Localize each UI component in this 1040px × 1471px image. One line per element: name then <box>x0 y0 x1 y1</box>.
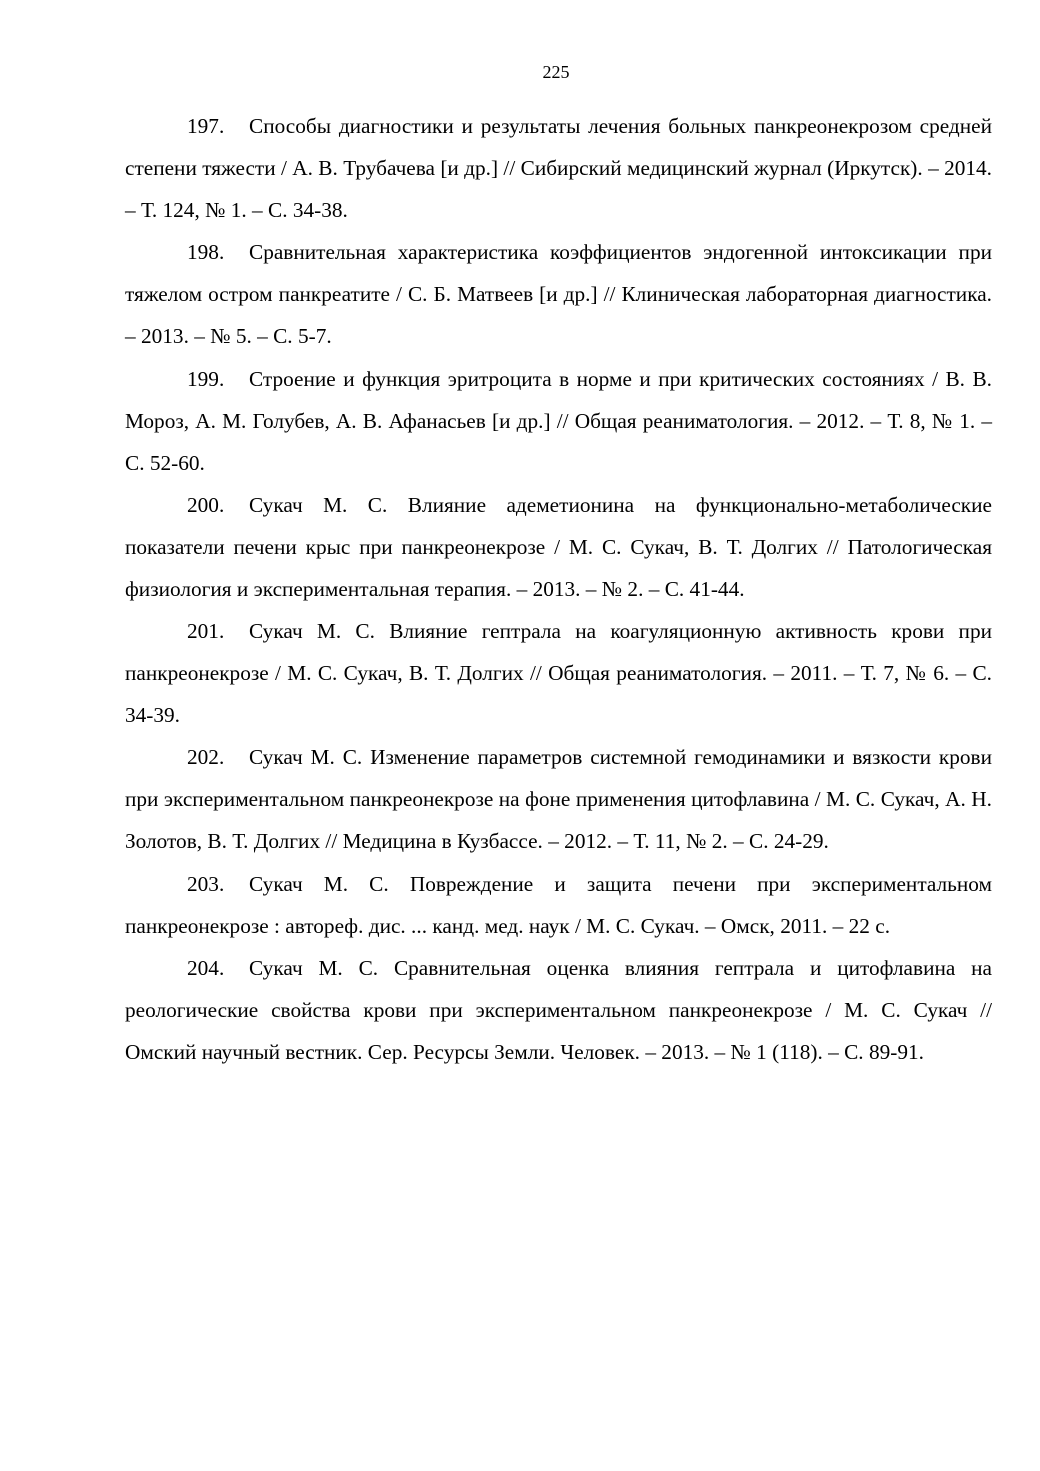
reference-text: Сукач М. С. Влияние гептрала на коагуляционную активность крови при панкреонекрозе / М. С. Сукач, В. Т. Долгих // Общая реаниматология. – 2011. – Т. 7, № 6. – С. 34-39. <box>125 619 992 728</box>
reference-text: Строение и функция эритроцита в норме и при критических состояниях / В. В. Мороз, А. М. Голубев, А. В. Афанасьев [и др.] // Общая реаниматология. – 2012. – Т. 8, № 1. – С. 52-60. <box>125 366 992 475</box>
reference-item-199 <box>125 358 992 484</box>
reference-number: 204. <box>187 956 225 981</box>
reference-item-201 <box>125 610 992 736</box>
page-number: 225 <box>542 62 570 82</box>
reference-number: 200. <box>187 492 225 517</box>
reference-number: 199. <box>187 366 225 391</box>
reference-list <box>125 105 992 1073</box>
reference-item-204 <box>125 947 992 1073</box>
reference-number: 197. <box>187 114 225 138</box>
reference-item-197 <box>125 105 992 231</box>
reference-text: Сукач М. С. Изменение параметров системной гемодинамики и вязкости крови при экспериментальном панкреонекрозе на фоне применения цитофлавина / М. С. Сукач, А. Н. Золотов, В. Т. Долгих // Медицина в Кузбассе. – 2012. – Т. 11, № 2. – С. 24-29. <box>125 745 992 854</box>
reference-number: 202. <box>187 745 225 770</box>
reference-item-202 <box>125 736 992 862</box>
reference-text: Способы диагностики и результаты лечения больных панкреонекрозом средней степени тяжести / А. В. Трубачева [и др.] // Сибирский медицинский журнал (Иркутск). – 2014. – Т. 124, № 1. – С. 34-38. <box>125 114 992 222</box>
reference-number: 198. <box>187 240 225 265</box>
reference-text: Сукач М. С. Повреждение и защита печени при экспериментальном панкреонекрозе : автореф. дис. ... канд. мед. наук / М. С. Сукач. – Омск, 2011. – 22 с. <box>125 871 992 938</box>
reference-number: 201. <box>187 619 225 644</box>
reference-text: Сукач М. С. Влияние адеметионина на функционально-метаболические показатели печени крыс при панкреонекрозе / М. С. Сукач, В. Т. Долгих // Патологическая физиология и экспериментальная терапия. – 2013. – № 2. – С. 41-44. <box>125 492 992 601</box>
reference-number: 203. <box>187 871 225 896</box>
reference-item-198 <box>125 231 992 357</box>
reference-text: Сукач М. С. Сравнительная оценка влияния гептрала и цитофлавина на реологические свойства крови при экспериментальном панкреонекрозе / М. С. Сукач // Омский научный вестник. Сер. Ресурсы Земли. Человек. – 2013. – № 1 (118). – С. 89-91. <box>125 956 992 1065</box>
reference-item-200 <box>125 484 992 610</box>
reference-item-203 <box>125 863 992 947</box>
reference-text: Сравнительная характеристика коэффициентов эндогенной интоксикации при тяжелом остром панкреатите / С. Б. Матвеев [и др.] // Клиническая лабораторная диагностика. – 2013. – № 5. – С. 5-7. <box>125 240 992 349</box>
